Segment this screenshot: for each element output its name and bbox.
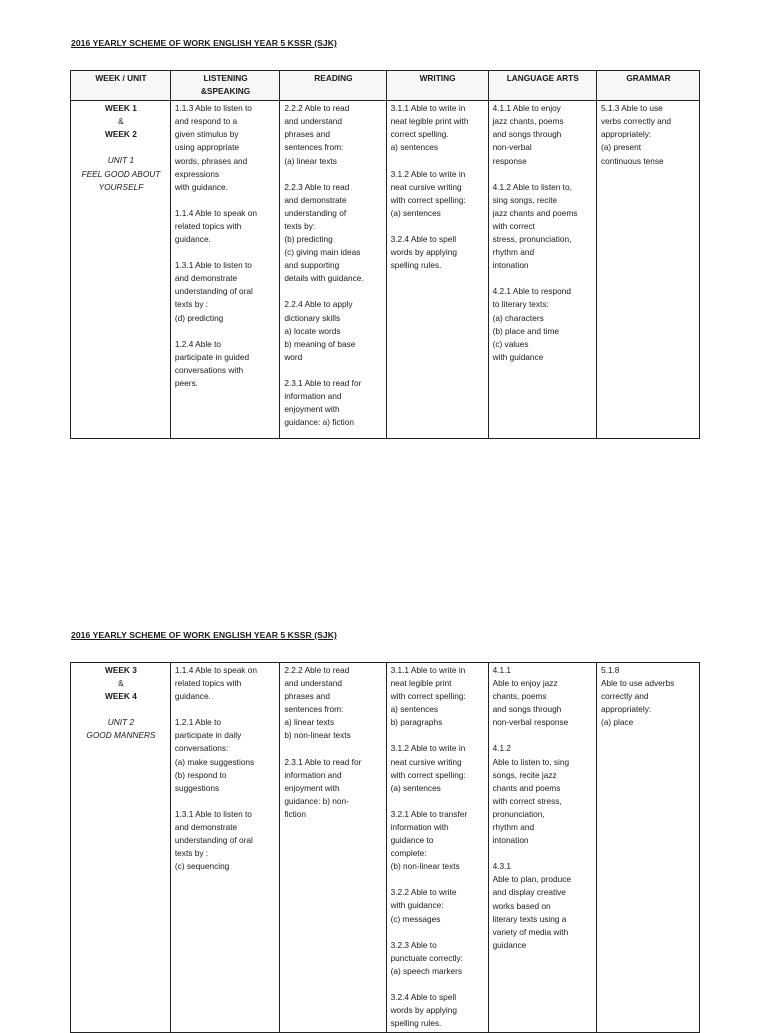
table-row [71,663,700,1033]
standard-item: 2.2.3 Able to read and demonstrate understanding of texts by: (b) predicting (c) giving main ideas and supporting details with guidance. [284,181,364,284]
week-label: WEEK 3 [105,665,137,675]
standard-item: 4.1.2 Able to listen to, sing songs, recite jazz chants and poems with correct stress, pronunciation, rhythm and intonation [492,743,570,846]
standard-item: 2.3.1 Able to read for information and enjoyment with guidance: b) non- fiction [284,756,362,819]
week-label: WEEK 1 [105,103,137,114]
standard-item: 3.2.4 Able to spell words by applying spelling rules. [390,991,457,1029]
unit-name: GOOD MANNERS [86,730,156,741]
header-week-unit: WEEK / UNIT [71,71,171,101]
standard-item: 1.2.4 Able to participate in guided conversations with peers. [174,338,250,388]
listening-speaking-cell [170,101,279,439]
standard-item: 3.1.2 Able to write in neat cursive writing with correct spelling: (a) sentences [390,168,466,218]
standard-item: 1.3.1 Able to listen to and demonstrate understanding of oral texts by : (d) predicting [174,260,253,323]
unit-number: UNIT 1 [107,155,135,166]
standard-item: 1.1.4 Able to speak on related topics with guidance. [174,665,257,702]
header-writing: WRITING [386,71,488,101]
header-language-arts: LANGUAGE ARTS [488,71,596,101]
standard-item: 2.2.4 Able to apply dictionary skills a) locate words b) meaning of base word [284,299,356,362]
standard-item: 3.1.1 Able to write in neat legible print with correct spelling. a) sentences [390,103,469,153]
grammar-cell [596,663,699,1033]
standard-item: 1.3.1 Able to listen to and demonstrate understanding of oral texts by : (c) sequencing [174,808,253,872]
standard-item: 3.2.2 Able to write with guidance: (c) messages [390,887,457,924]
standard-item: 1.2.1 Able to participate in daily conversations: (a) make suggestions (b) respond to suggestions [174,717,255,793]
week-ampersand: & [118,116,124,127]
standard-item: 3.2.3 Able to punctuate correctly: (a) speech markers [390,939,463,976]
reading-cell [280,101,386,439]
standard-item: 1.1.4 Able to speak on related topics with guidance. [174,207,257,245]
standard-item: 4.2.1 Able to respond to literary texts: (a) characters (b) place and time (c) values with guidance [492,286,571,362]
scheme-table-page2 [70,662,700,1033]
unit-name: FEEL GOOD ABOUT YOURSELF [81,168,161,192]
writing-cell [386,663,488,1033]
scheme-table-page1 [70,70,700,439]
standard-item: 3.1.2 Able to write in neat cursive writing with correct spelling: (a) sentences [390,743,466,793]
standard-item: 4.1.1 Able to enjoy jazz chants, poems and songs through non-verbal response [492,665,569,728]
standard-item: 2.2.2 Able to read and understand phrases and sentences from: a) linear texts b) non-linear texts [284,665,351,741]
week-unit-cell [71,663,171,1033]
language-arts-cell [488,663,596,1033]
standard-item: 5.1.8 Able to use adverbs correctly and appropriately: (a) place [600,665,675,728]
standard-item: 4.1.1 Able to enjoy jazz chants, poems and songs through non-verbal response [492,103,564,166]
table-row [71,101,700,439]
standard-item: 3.2.4 Able to spell words by applying spelling rules. [390,233,457,271]
standard-item: 2.2.2 Able to read and understand phrases and sentences from: (a) linear texts [284,103,350,166]
header-reading: READING [280,71,386,101]
standard-item: 3.1.1 Able to write in neat legible print with correct spelling: a) sentences b) paragraphs [390,665,466,728]
week-label: WEEK 2 [105,129,137,140]
reading-cell [280,663,386,1033]
standard-item: 4.1.2 Able to listen to, sing songs, recite jazz chants and poems with correct stress, pronunciation, rhythm and intonation [492,181,578,271]
grammar-cell [596,101,699,439]
header-grammar: GRAMMAR [596,71,699,101]
standard-item: 1.1.3 Able to listen to and respond to a given stimulus by using appropriate words, phrases and expressions with guidance. [174,103,252,192]
week-unit-cell [71,101,171,439]
language-arts-cell [488,101,596,439]
listening-speaking-cell [170,663,279,1033]
unit-number: UNIT 2 [107,717,135,728]
standard-item: 5.1.3 Able to use verbs correctly and appropriately: (a) present continuous tense [600,103,672,166]
doc-title-page1: 2016 YEARLY SCHEME OF WORK ENGLISH YEAR 5 KSSR (SJK) [71,38,337,48]
standard-item: 2.3.1 Able to read for information and enjoyment with guidance: a) fiction [284,377,362,428]
writing-cell [386,101,488,439]
week-ampersand: & [118,678,124,689]
table-header-row [71,71,700,101]
header-listening-speaking: LISTENING &SPEAKING [170,71,279,101]
doc-title-page2: 2016 YEARLY SCHEME OF WORK ENGLISH YEAR 5 KSSR (SJK) [71,630,337,640]
standard-item: 4.3.1 Able to plan, produce and display creative works based on literary texts using a variety of media with guidance [492,861,571,950]
standard-item: 3.2.1 Able to transfer information with guidance to complete: (b) non-linear texts [390,808,468,872]
week-label: WEEK 4 [105,691,137,702]
